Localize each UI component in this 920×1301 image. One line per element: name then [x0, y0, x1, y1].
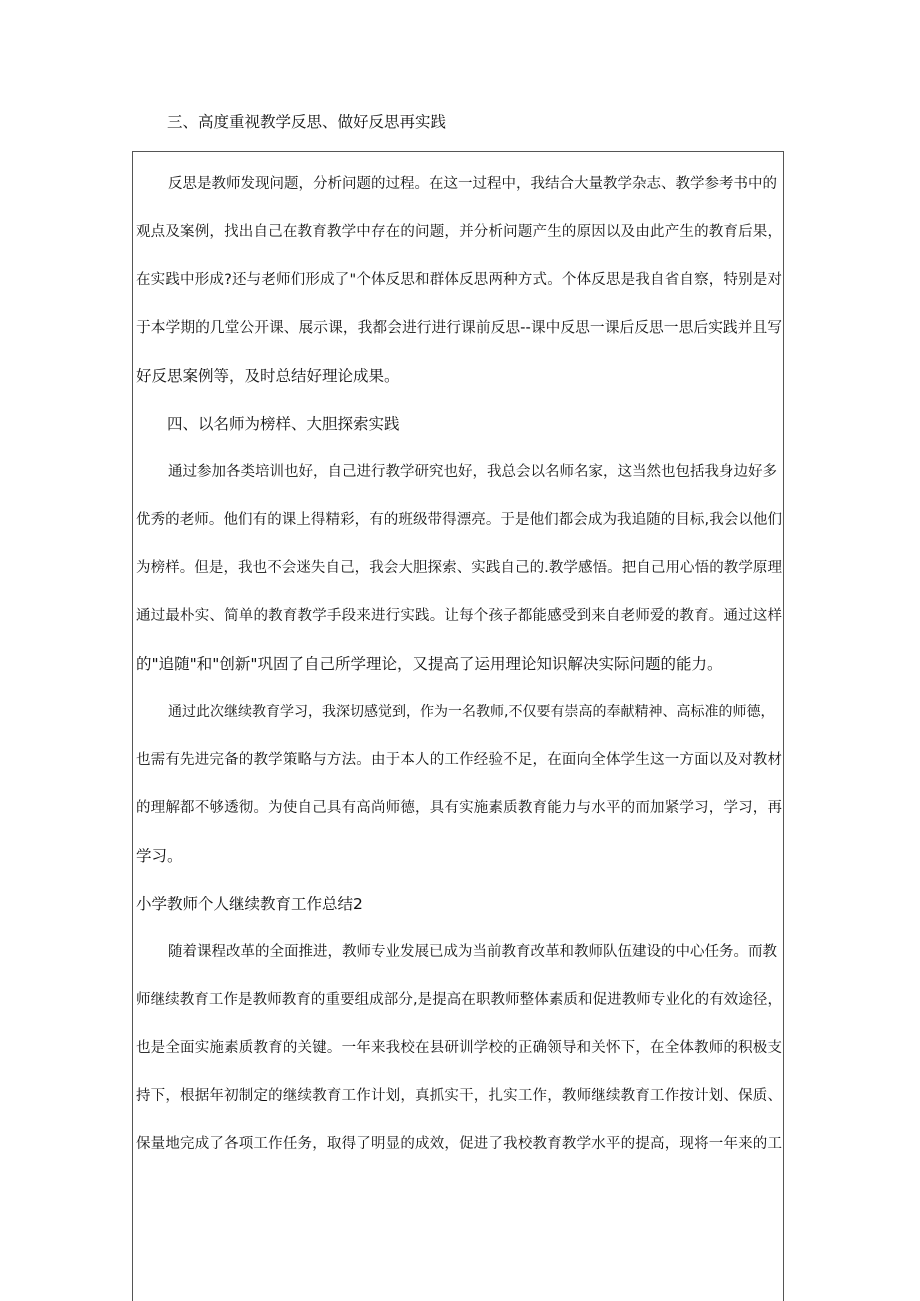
summary-two-line-2: 师继续教育工作是教师教育的重要组成部分,是提高在职教师整体素质和促进教师专业化的有效途径，	[136, 992, 782, 1008]
reflection-line-1: 反思是教师发现问题，分析问题的过程。在这一过程中，我结合大量教学杂志、教学参考书中的	[168, 176, 777, 192]
conclusion-line-3: 的理解都不够透彻。为使自己具有高尚师德，具有实施素质教育能力与水平的而加紧学习，学习，再	[136, 800, 782, 816]
conclusion-line-2: 也需有先进完备的教学策略与方法。由于本人的工作经验不足，在面向全体学生这一方面以及对教材	[136, 752, 782, 768]
model-line-3: 为榜样。但是，我也不会迷失自己，我会大胆探索、实践自己的.教学感悟。把自己用心悟的教学原理	[136, 560, 782, 576]
section-three-heading: 三、高度重视教学反思、做好反思再实践	[167, 113, 447, 131]
conclusion-line-4: 学习。	[136, 847, 183, 865]
summary-two-line-1: 随着课程改革的全面推进，教师专业发展已成为当前教育改革和教师队伍建设的中心任务。而教	[168, 944, 777, 960]
summary-two-line-5: 保量地完成了各项工作任务，取得了明显的成效，促进了我校教育教学水平的提高，现将一年来的工	[136, 1136, 782, 1152]
model-line-5: 的"追随"和"创新"巩固了自己所学理论，又提高了运用理论知识解决实际问题的能力。	[136, 655, 723, 673]
model-line-1: 通过参加各类培训也好，自己进行教学研究也好，我总会以名师名家，这当然也包括我身边好多	[168, 464, 777, 480]
reflection-line-3: 在实践中形成?还与老师们形成了"个体反思和群体反思两种方式。个体反思是我自省自察，特别是对	[136, 272, 782, 288]
model-line-2: 优秀的老师。他们有的课上得精彩，有的班级带得漂亮。于是他们都会成为我追随的目标,我会以他们	[136, 512, 782, 528]
reflection-line-2: 观点及案例，找出自己在教育教学中存在的问题，并分析问题产生的原因以及由此产生的教育后果，	[136, 224, 782, 240]
section-four-heading: 四、以名师为榜样、大胆探索实践	[167, 415, 400, 433]
reflection-line-4: 于本学期的几堂公开课、展示课，我都会进行进行课前反思--课中反思一课后反思一思后实践并且写	[136, 319, 782, 336]
summary-two-line-3: 也是全面实施素质教育的关键。一年来我校在县研训学校的正确领导和关怀下，在全体教师的积极支	[136, 1040, 782, 1056]
summary-two-title: 小学教师个人继续教育工作总结2	[136, 895, 363, 913]
reflection-line-5: 好反思案例等，及时总结好理论成果。	[136, 367, 400, 385]
summary-two-line-4: 持下，根据年初制定的继续教育工作计划，真抓实干，扎实工作，教师继续教育工作按计划、保质、	[136, 1088, 782, 1104]
conclusion-line-1: 通过此次继续教育学习，我深切感觉到，作为一名教师,不仅要有崇高的奉献精神、高标准的师德，	[168, 704, 775, 720]
model-line-4: 通过最朴实、简单的教育教学手段来进行实践。让每个孩子都能感受到来自老师爱的教育。通过这样	[136, 608, 782, 624]
